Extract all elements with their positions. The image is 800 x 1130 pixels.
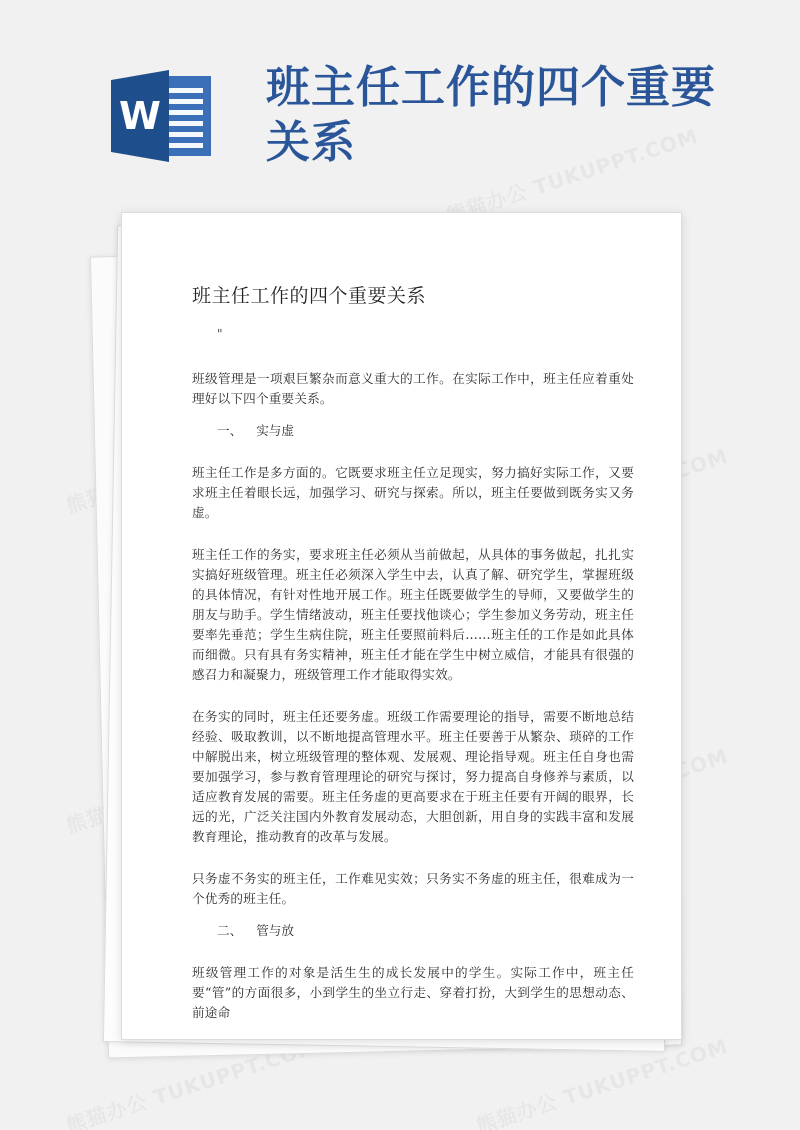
document-title: 班主任工作的四个重要关系 <box>192 285 427 307</box>
section-heading-shi-yu-xu <box>217 421 634 441</box>
paper-sheet-front <box>121 212 682 1040</box>
section-number: 二、 <box>217 923 243 938</box>
quote-mark: " <box>217 327 223 341</box>
document-body <box>192 283 634 1040</box>
section-title: 实与虚 <box>256 423 294 438</box>
section-title: 管与放 <box>256 923 294 938</box>
paragraph: 只务虚不务实的班主任，工作难见实效；只务实不务虚的班主任，很难成为一个优秀的班主任。 <box>192 871 634 906</box>
word-icon-letter: W <box>119 94 161 138</box>
paragraph: 班级管理工作的对象是活生生的成长发展中的学生。实际工作中，班主任要“管”的方面很多，小到学生的坐立行走、穿着打扮，大到学生的思想动态、前途命 <box>192 965 634 1020</box>
paragraph: 班主任工作是多方面的。它既要求班主任立足现实，努力搞好实际工作，又要求班主任着眼长远，加强学习、研究与探索。所以，班主任要做到既务实又务虚。 <box>192 465 634 520</box>
intro-paragraph: 班级管理是一项艰巨繁杂而意义重大的工作。在实际工作中，班主任应着重处理好以下四个重要关系。 <box>192 371 634 406</box>
paragraph: 班主任工作的务实，要求班主任必须从当前做起，从具体的事务做起，扎扎实实搞好班级管理。班主任必须深入学生中去，认真了解、研究学生，掌握班级的具体情况，有针对性地开展工作。班主任既要做学生的导师，又要做学生的朋友与助手。学生情绪波动，班主任要找他谈心；学生参加义务劳动，班主任要率先垂范；学生生病住院，班主任要照前料后……班主任的工作是如此具体而细微。只有具有务实精神，班主任才能在学生中树立威信，才能具有很强的感召力和凝聚力，班级管理工作才能取得实效。 <box>192 547 634 682</box>
section-number: 一、 <box>217 423 243 438</box>
paragraph: 在务实的同时，班主任还要务虚。班级工作需要理论的指导，需要不断地总结经验、吸取教训，以不断地提高管理水平。班主任要善于从繁杂、琐碎的工作中解脱出来，树立班级管理的整体观、发展观、理论指导观。班主任自身也需要加强学习，参与教育管理理论的研究与探讨，努力提高自身修养与素质，以适应教育发展的需要。班主任务虚的更高要求在于班主任要有开阔的眼界，长远的光，广泛关注国内外教育发展动态，大胆创新，用自身的实践丰富和发展教育理论，推动教育的改革与发展。 <box>192 709 634 844</box>
word-document-icon <box>111 70 213 162</box>
header-title: 班主任工作的四个重要关系 <box>266 62 716 168</box>
section-heading-guan-yu-fang <box>217 921 634 941</box>
